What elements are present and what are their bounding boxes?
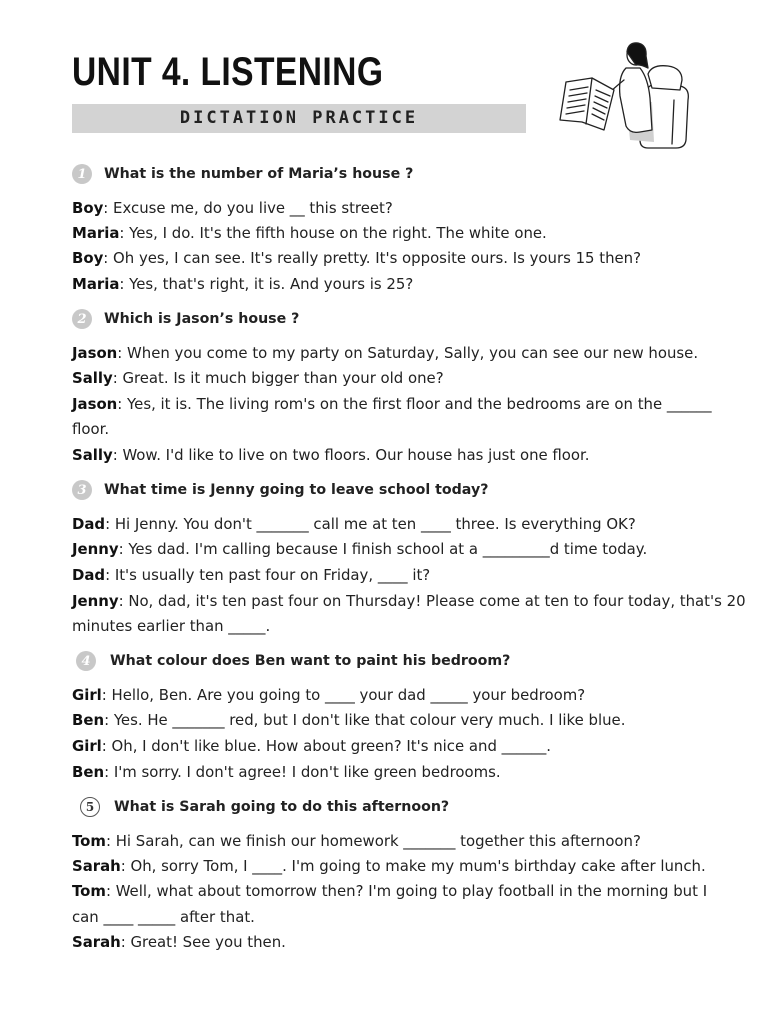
dialogue-line (72, 905, 762, 930)
dialogue-line (72, 246, 762, 271)
question-number-badge: 5 (80, 797, 100, 817)
line-text: : No, dad, it's ten past four on Thursday! Please come at ten to four today, that's 20 (118, 592, 746, 610)
speaker-name: Dad (72, 515, 106, 533)
dialogue-line (72, 854, 762, 879)
speaker-name: Ben (72, 711, 105, 729)
dialogue-line (72, 196, 762, 221)
question-5 (72, 795, 752, 819)
line-text: : Yes, it is. The living rom's on the first floor and the bedrooms are on the ______ (117, 395, 712, 413)
speaker-name: Sally (72, 446, 113, 464)
speaker-name: Girl (72, 737, 102, 755)
speaker-name: Tom (72, 832, 106, 850)
line-text: : Great. Is it much bigger than your old one? (112, 369, 444, 387)
line-text: : I'm sorry. I don't agree! I don't like green bedrooms. (104, 763, 501, 781)
speaker-name: Jason (72, 344, 118, 362)
line-text: : Well, what about tomorrow then? I'm going to play football in the morning but I (105, 882, 708, 900)
line-text: : Yes, that's right, it is. And yours is 25? (119, 275, 414, 293)
question-2 (72, 307, 752, 331)
question-text: What is the number of Maria’s house ? (104, 166, 414, 182)
question-text: What is Sarah going to do this afternoon? (114, 799, 450, 815)
question-text: What colour does Ben want to paint his bedroom? (110, 653, 511, 669)
question-number-badge: 4 (76, 651, 96, 671)
line-text: : Excuse me, do you live __ this street? (103, 199, 393, 217)
speaker-name: Maria (72, 275, 120, 293)
line-text: : Hi Sarah, can we finish our homework _______ together this afternoon? (105, 832, 641, 850)
line-text: : Oh yes, I can see. It's really pretty. It's opposite ours. Is yours 15 then? (103, 249, 642, 267)
question-text: What time is Jenny going to leave school today? (104, 482, 489, 498)
dialogue-line (72, 272, 762, 297)
speaker-name: Sarah (72, 933, 121, 951)
question-number-badge: 3 (72, 480, 92, 500)
question-number-badge: 1 (72, 164, 92, 184)
dialogue-line (72, 879, 762, 904)
dialogue-line (72, 417, 762, 442)
dialogue-line (72, 443, 762, 468)
speaker-name: Tom (72, 882, 106, 900)
dialogue-line (72, 760, 762, 785)
line-text: : Wow. I'd like to live on two floors. Our house has just one floor. (112, 446, 590, 464)
dialogue-line (72, 392, 762, 417)
line-text: : It's usually ten past four on Friday, ____ it? (105, 566, 431, 584)
speaker-name: Dad (72, 566, 106, 584)
line-text: : Yes, I do. It's the fifth house on the right. The white one. (119, 224, 547, 242)
dialogue-line (72, 734, 762, 759)
dialogue-line (72, 366, 762, 391)
dialogue-line (72, 829, 762, 854)
dialogue-line (72, 537, 762, 562)
dialogue-line (72, 683, 762, 708)
speaker-name: Ben (72, 763, 105, 781)
line-text: : Oh, sorry Tom, I ____. I'm going to make my mum's birthday cake after lunch. (120, 857, 706, 875)
line-text: : Hi Jenny. You don't _______ call me at ten ____ three. Is everything OK? (105, 515, 636, 533)
dialogue-line (72, 589, 762, 614)
question-text: Which is Jason’s house ? (104, 311, 300, 327)
dialogue-line (72, 563, 762, 588)
line-text: : Great! See you then. (120, 933, 286, 951)
speaker-name: Boy (72, 249, 104, 267)
dialogue-line (72, 614, 762, 639)
speaker-name: Girl (72, 686, 102, 704)
line-text: : Oh, I don't like blue. How about green? It's nice and ______. (101, 737, 552, 755)
line-text: can ____ _____ after that. (72, 908, 255, 926)
question-number-badge: 2 (72, 309, 92, 329)
speaker-name: Sally (72, 369, 113, 387)
subtitle-band (72, 104, 526, 133)
question-3 (72, 478, 752, 502)
reading-person-illustration (556, 38, 706, 156)
speaker-name: Sarah (72, 857, 121, 875)
page-subtitle: DICTATION PRACTICE (179, 108, 419, 128)
dialogue-line (72, 512, 762, 537)
line-text: : When you come to my party on Saturday, Sally, you can see our new house. (117, 344, 699, 362)
dialogue-line (72, 930, 762, 955)
question-4 (72, 649, 752, 673)
speaker-name: Jenny (72, 592, 119, 610)
page-title: UNIT 4. LISTENING (72, 50, 384, 94)
line-text: : Yes dad. I'm calling because I finish school at a _________d time today. (118, 540, 648, 558)
speaker-name: Jason (72, 395, 118, 413)
line-text: floor. (72, 420, 110, 438)
speaker-name: Maria (72, 224, 120, 242)
line-text: : Hello, Ben. Are you going to ____ your dad _____ your bedroom? (101, 686, 586, 704)
speaker-name: Jenny (72, 540, 119, 558)
line-text: minutes earlier than _____. (72, 617, 271, 635)
line-text: : Yes. He _______ red, but I don't like that colour very much. I like blue. (104, 711, 626, 729)
dialogue-line (72, 341, 762, 366)
speaker-name: Boy (72, 199, 104, 217)
dialogue-line (72, 221, 762, 246)
dialogue-line (72, 708, 762, 733)
question-1 (72, 162, 752, 186)
